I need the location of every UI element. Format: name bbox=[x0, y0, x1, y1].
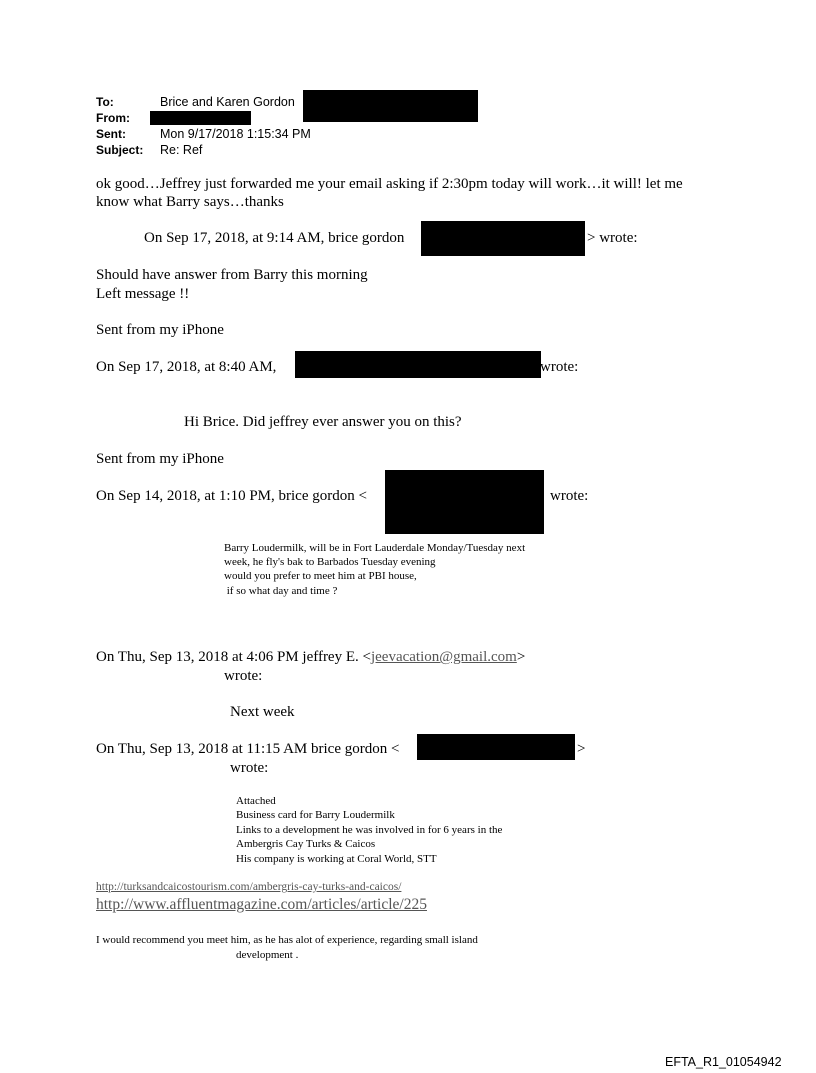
signature-line: Sent from my iPhone bbox=[96, 451, 224, 467]
magazine-link[interactable]: http://www.affluentmagazine.com/articles/article/225 bbox=[96, 896, 427, 913]
quote-attribution: On Thu, Sep 13, 2018 at 11:15 AM brice gordon < bbox=[96, 741, 400, 757]
to-value: Brice and Karen Gordon bbox=[160, 95, 295, 109]
message-line: development . bbox=[236, 949, 299, 961]
message-line: Business card for Barry Loudermilk bbox=[236, 809, 395, 821]
quote-attribution-suffix: > bbox=[577, 741, 586, 757]
message-line: Should have answer from Barry this morning bbox=[96, 267, 368, 283]
quote-attribution bbox=[96, 648, 525, 666]
email-link[interactable]: jeevacation@gmail.com bbox=[370, 649, 517, 665]
redaction-box bbox=[421, 221, 585, 256]
from-label: From: bbox=[96, 111, 130, 125]
quote-attribution: On Sep 17, 2018, at 9:14 AM, brice gordon bbox=[144, 230, 405, 246]
message-line: Ambergris Cay Turks & Caicos bbox=[236, 838, 376, 850]
tourism-link[interactable]: http://turksandcaicostourism.com/ambergris-cay-turks-and-caicos/ bbox=[96, 881, 402, 893]
message-line: His company is working at Coral World, STT bbox=[236, 853, 437, 865]
message-line: Hi Brice. Did jeffrey ever answer you on this? bbox=[184, 414, 462, 430]
quote-attribution-wrote: wrote: bbox=[230, 760, 269, 776]
quote-attribution-suffix: wrote: bbox=[540, 359, 579, 375]
message-line: if so what day and time ? bbox=[224, 585, 338, 597]
redaction-box bbox=[417, 734, 575, 760]
message-line: Attached bbox=[236, 795, 276, 807]
message-line: Barry Loudermilk, will be in Fort Lauderdale Monday/Tuesday next bbox=[224, 542, 526, 554]
reply-line: know what Barry says…thanks bbox=[96, 194, 284, 210]
subject-value: Re: Ref bbox=[160, 143, 203, 157]
message-line: Links to a development he was involved in for 6 years in the bbox=[236, 824, 503, 836]
redaction-box bbox=[150, 111, 251, 125]
reply-line: ok good…Jeffrey just forwarded me your email asking if 2:30pm today will work…it will! let me bbox=[96, 176, 683, 192]
redaction-box bbox=[385, 470, 544, 534]
sent-value: Mon 9/17/2018 1:15:34 PM bbox=[160, 127, 311, 141]
quote-attribution-suffix: > bbox=[516, 649, 526, 665]
message-line: I would recommend you meet him, as he has alot of experience, regarding small island bbox=[96, 934, 478, 946]
sent-label: Sent: bbox=[96, 127, 126, 141]
subject-label: Subject: bbox=[96, 143, 144, 157]
redaction-box bbox=[303, 90, 478, 122]
message-line: Left message !! bbox=[96, 286, 190, 302]
quote-attribution-prefix: On Thu, Sep 13, 2018 at 4:06 PM jeffrey E. < bbox=[96, 649, 371, 665]
signature-line: Sent from my iPhone bbox=[96, 322, 224, 338]
quote-attribution-suffix: > wrote: bbox=[587, 230, 638, 246]
quote-attribution: On Sep 17, 2018, at 8:40 AM, bbox=[96, 359, 277, 375]
message-line: would you prefer to meet him at PBI house, bbox=[224, 570, 417, 582]
quote-attribution-suffix: wrote: bbox=[550, 488, 589, 504]
message-line: Next week bbox=[230, 704, 295, 720]
quote-attribution: On Sep 14, 2018, at 1:10 PM, brice gordon < bbox=[96, 488, 367, 504]
document-id: EFTA_R1_01054942 bbox=[665, 1055, 782, 1069]
redaction-box bbox=[295, 351, 541, 378]
message-line: week, he fly's bak to Barbados Tuesday evening bbox=[224, 556, 436, 568]
to-label: To: bbox=[96, 95, 114, 109]
quote-attribution-wrote: wrote: bbox=[224, 668, 263, 684]
